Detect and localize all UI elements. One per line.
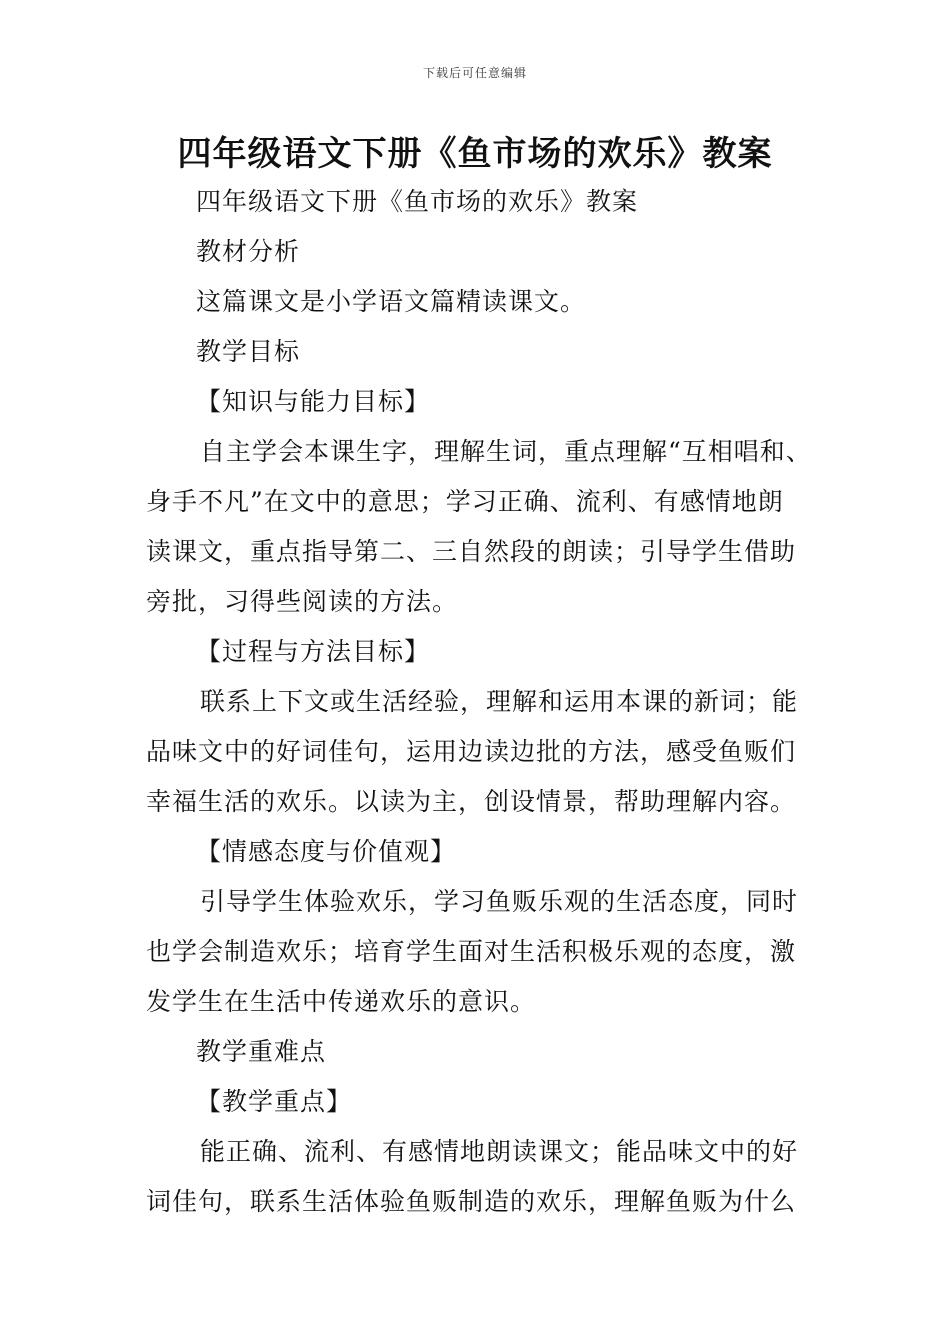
bracket-heading: 【教学重点】 [196, 1087, 353, 1116]
paragraph-line: 联系上下文或生活经验，理解和运用本课的新词；能 [200, 687, 799, 716]
bracket-heading: 【过程与方法目标】 [196, 637, 431, 666]
paragraph-line: 自主学会本课生字，理解生词，重点理解“互相唱和、 [200, 437, 812, 466]
section-heading: 教学目标 [196, 337, 301, 366]
paragraph-line: 引导学生体验欢乐，学习鱼贩乐观的生活态度，同时 [200, 887, 799, 916]
section-heading: 教学重难点 [196, 1037, 327, 1066]
paragraph-line: 幸福生活的欢乐。以读为主，创设情景，帮助理解内容。 [146, 787, 797, 816]
paragraph-line: 旁批，习得些阅读的方法。 [146, 587, 459, 616]
bracket-heading: 【情感态度与价值观】 [196, 837, 457, 866]
paragraph-line: 发学生在生活中传递欢乐的意识。 [146, 987, 537, 1016]
header-note: 下载后可任意编辑 [422, 66, 527, 80]
paragraph-line: 也学会制造欢乐；培育学生面对生活积极乐观的态度，激 [146, 937, 797, 966]
document-body [146, 177, 826, 1227]
subtitle-line: 四年级语文下册《鱼市场的欢乐》教案 [196, 187, 639, 216]
page-title: 四年级语文下册《鱼市场的欢乐》教案 [177, 134, 773, 174]
paragraph-line: 读课文，重点指导第二、三自然段的朗读；引导学生借助 [146, 537, 797, 566]
paragraph-line: 词佳句，联系生活体验鱼贩制造的欢乐，理解鱼贩为什么 [146, 1187, 797, 1216]
paragraph-line: 身手不凡”在文中的意思；学习正确、流利、有感情地朗 [146, 487, 784, 516]
paragraph-line: 品味文中的好词佳句，运用边读边批的方法，感受鱼贩们 [146, 737, 797, 766]
paragraph-line: 能正确、流利、有感情地朗读课文；能品味文中的好 [200, 1137, 799, 1166]
section-heading: 教材分析 [196, 237, 301, 266]
paragraph-line: 这篇课文是小学语文篇精读课文。 [196, 287, 587, 316]
bracket-heading: 【知识与能力目标】 [196, 387, 431, 416]
